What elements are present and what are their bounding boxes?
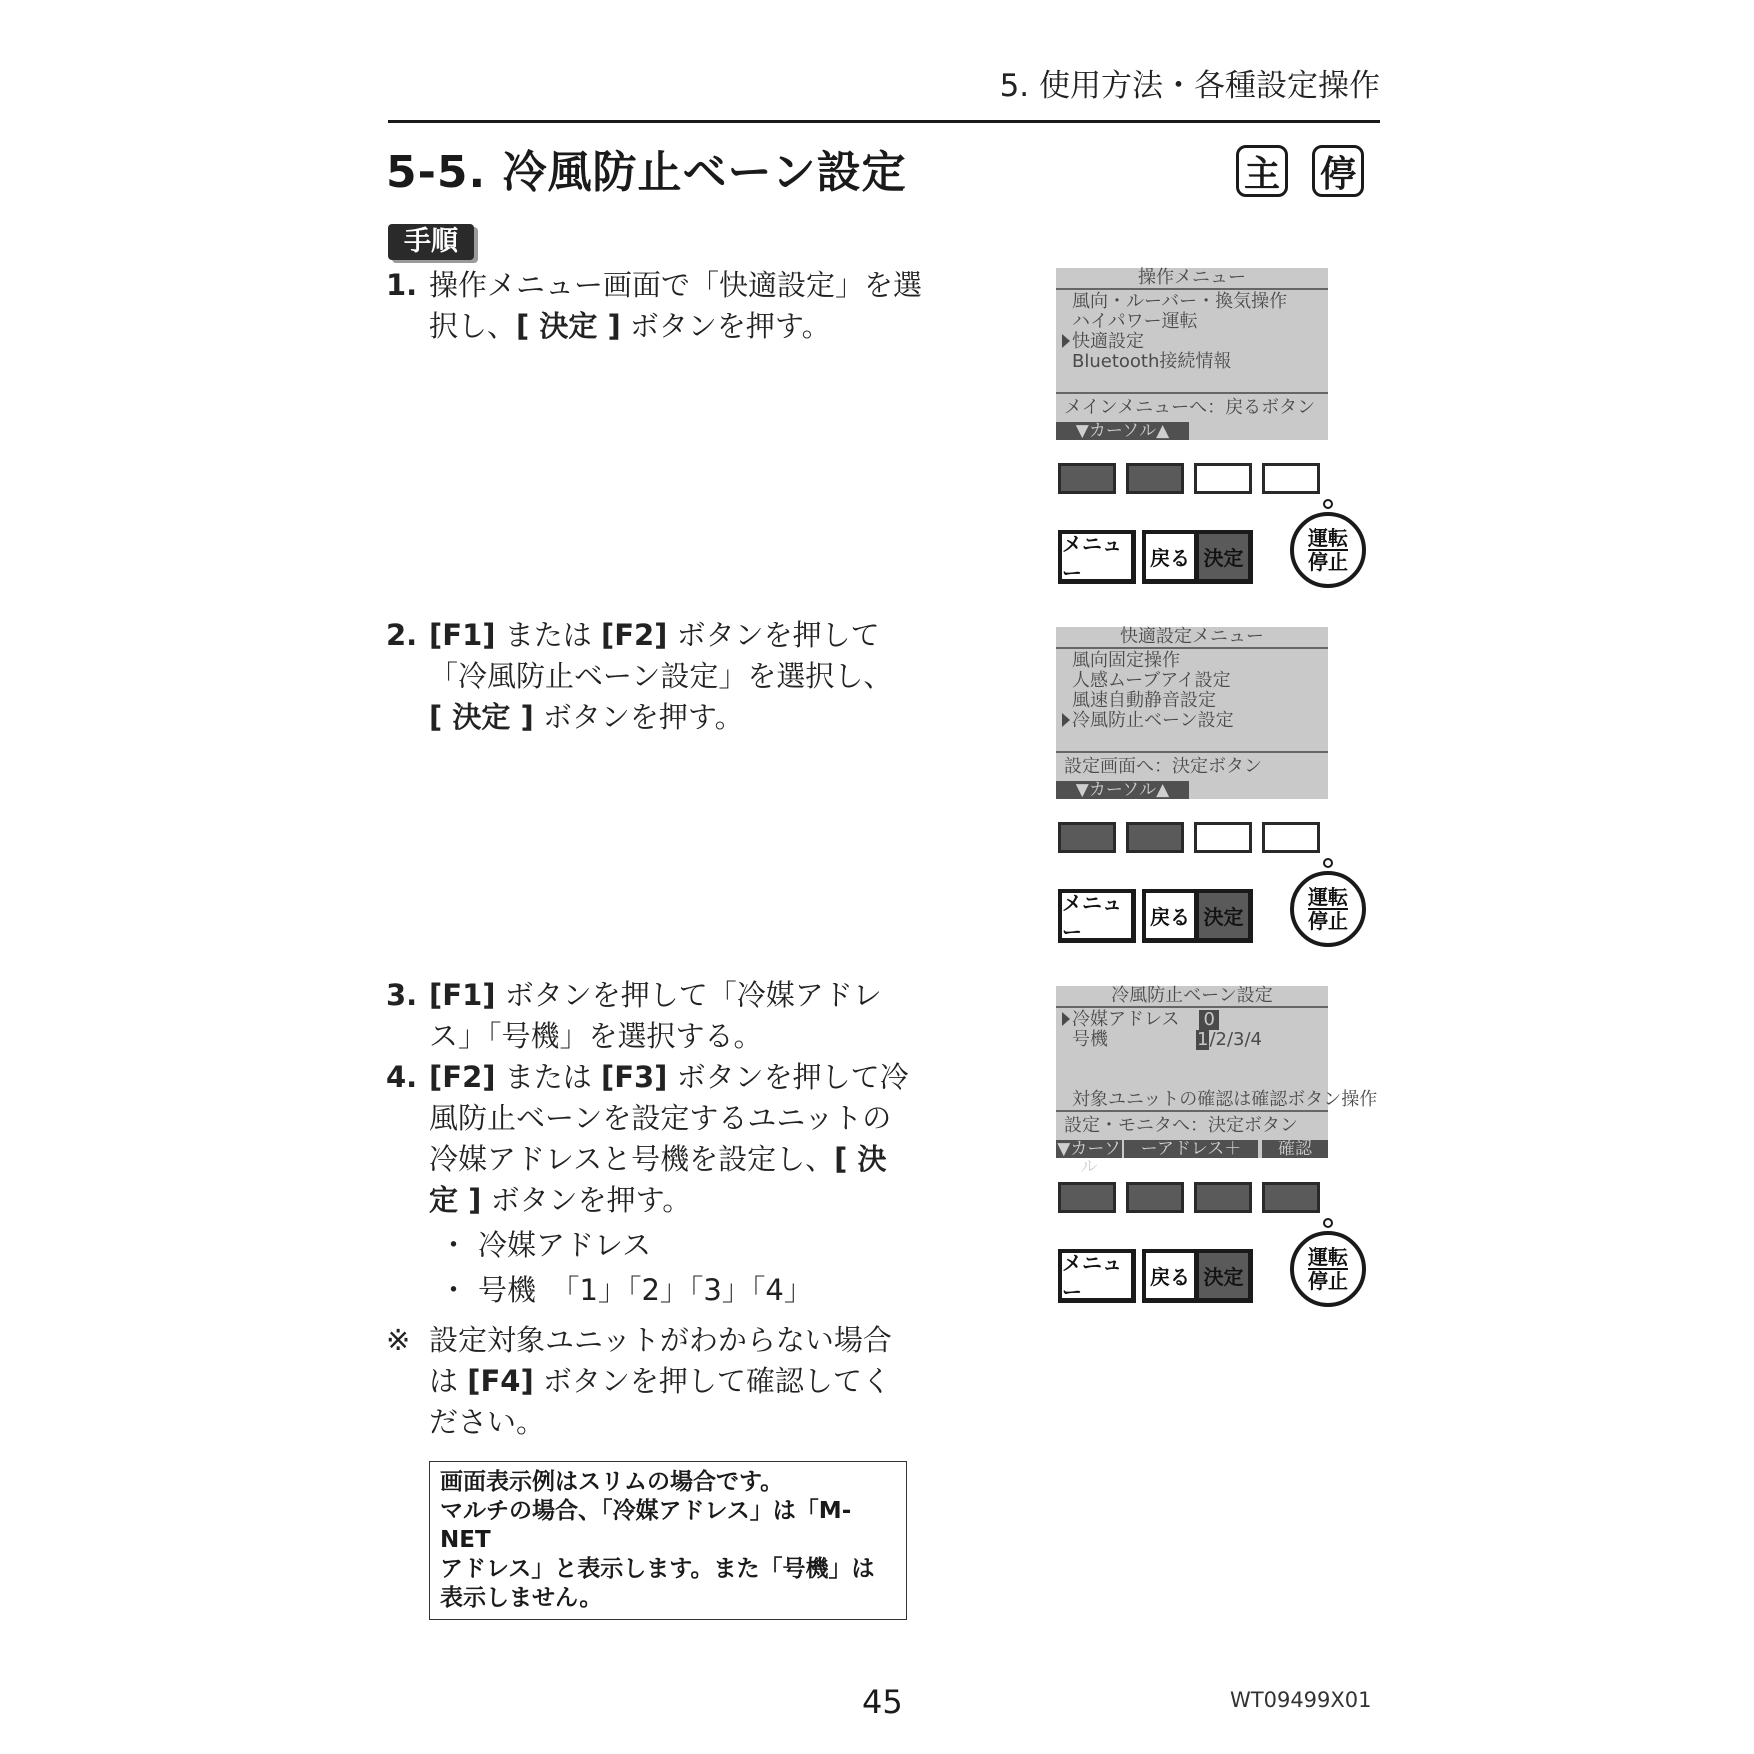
unit-number-selected: 1 — [1197, 1029, 1209, 1050]
step-line — [429, 1180, 926, 1221]
key-label: [F4] — [467, 1364, 534, 1398]
key-label: [F1] — [429, 978, 496, 1012]
menu-button[interactable]: メニュー — [1058, 889, 1136, 943]
f3-button[interactable] — [1194, 1182, 1252, 1213]
note-box-line: 画面表示例はスリムの場合です。 — [440, 1469, 784, 1495]
f4-button[interactable] — [1262, 1182, 1320, 1213]
lcd-menu-item-selected — [1062, 711, 1234, 731]
lcd-menu-item: 人感ムーブアイ設定 — [1072, 670, 1231, 691]
step-number: 4. — [386, 1060, 418, 1094]
lcd-row-label: 冷媒アドレス — [1072, 1009, 1180, 1030]
text: または — [495, 618, 601, 652]
lcd-function-label: ▼カーソル — [1057, 1139, 1121, 1177]
power-label-top: 運転 — [1308, 526, 1348, 550]
text: ボタンを押す。 — [533, 700, 744, 734]
step-number: 2. — [386, 618, 418, 652]
enter-button[interactable]: 決定 — [1195, 1249, 1253, 1303]
enter-button[interactable]: 決定 — [1195, 530, 1253, 584]
lcd-title: 操作メニュー — [1056, 268, 1328, 290]
power-label-top: 運転 — [1308, 885, 1348, 909]
text: ボタンを押して確認してく — [533, 1364, 891, 1398]
lcd-menu-item: 風向・ルーバー・換気操作 — [1072, 291, 1288, 312]
lcd-menu-item: ハイパワー運転 — [1072, 311, 1198, 332]
text: 冷媒アドレスと号機を設定し、 — [429, 1142, 835, 1176]
refrigerant-address-value: 0 — [1199, 1010, 1218, 1030]
note-box-line: 表示しません。 — [440, 1585, 603, 1611]
key-label: [ 決 — [834, 1142, 887, 1176]
header-rule — [388, 120, 1380, 123]
step-line — [429, 1139, 926, 1180]
power-button[interactable] — [1290, 512, 1366, 588]
power-label-bottom: 停止 — [1308, 909, 1348, 933]
lcd-title: 冷風防止ベーン設定 — [1056, 986, 1328, 1008]
lcd-item-text: 冷風防止ベーン設定 — [1072, 710, 1234, 731]
lcd-function-label: ▼カーソル▲ — [1056, 422, 1189, 440]
lcd-separator — [1056, 1110, 1328, 1112]
f1-button[interactable] — [1058, 463, 1116, 494]
lcd-menu-item: Bluetooth接続情報 — [1072, 351, 1232, 372]
step-3 — [386, 975, 926, 1057]
lcd-separator — [1056, 751, 1328, 753]
f2-button[interactable] — [1126, 1182, 1184, 1213]
lcd-screen-cold-draft-vane — [1056, 985, 1378, 1177]
text: または — [495, 1060, 601, 1094]
step-4 — [386, 1057, 926, 1311]
power-led-icon — [1323, 858, 1333, 868]
note — [386, 1320, 926, 1443]
cursor-arrow-icon — [1062, 713, 1070, 727]
back-button[interactable]: 戻る — [1142, 889, 1199, 943]
lcd-hint: メインメニューへ：戻るボタン — [1064, 397, 1316, 418]
lcd-title: 快適設定メニュー — [1056, 627, 1328, 649]
section-header: 5. 使用方法・各種設定操作 — [999, 68, 1380, 104]
text: ボタンを押す。 — [620, 309, 831, 343]
mark-main-badge: 主 — [1236, 145, 1288, 197]
f4-button[interactable] — [1262, 822, 1320, 853]
back-button[interactable]: 戻る — [1142, 530, 1199, 584]
key-label: 定 ] — [429, 1183, 482, 1217]
lcd-function-bar — [1056, 781, 1328, 799]
power-label-bottom: 停止 — [1308, 550, 1348, 574]
lcd-item-text: 快適設定 — [1072, 331, 1144, 352]
step-number: 3. — [386, 978, 418, 1012]
lcd-hint: 設定・モニタへ：決定ボタン — [1064, 1115, 1298, 1136]
lcd-menu-item: 風速自動静音設定 — [1072, 690, 1216, 711]
procedure-label: 手順 — [388, 224, 474, 260]
text: ボタンを押して — [667, 618, 880, 652]
enter-button[interactable]: 決定 — [1195, 889, 1253, 943]
lcd-screen-operation-menu — [1056, 268, 1328, 440]
lcd-function-label: 確認 — [1262, 1140, 1328, 1158]
bullet-item: ・ 号機 「1」「2」「3」「4」 — [439, 1270, 926, 1311]
step-line — [429, 615, 926, 656]
key-label: [F1] — [429, 618, 496, 652]
lcd-menu-item: 風向固定操作 — [1072, 650, 1180, 671]
menu-button[interactable]: メニュー — [1058, 530, 1136, 584]
text: 択し、 — [429, 309, 517, 343]
f2-button[interactable] — [1126, 463, 1184, 494]
lcd-function-label: ーアドレス＋ — [1124, 1140, 1258, 1158]
key-label: [F2] — [600, 618, 668, 652]
lcd-function-bar — [1056, 1139, 1328, 1177]
text: ボタンを押して「冷媒アドレ — [495, 978, 882, 1012]
f4-button[interactable] — [1262, 463, 1320, 494]
note-line: ださい。 — [429, 1405, 546, 1439]
step-line — [429, 1057, 926, 1098]
note-mark: ※ — [386, 1323, 411, 1357]
step-line — [429, 697, 926, 738]
key-label: [F3] — [600, 1060, 668, 1094]
f3-button[interactable] — [1194, 463, 1252, 494]
lcd-screen-comfort-menu — [1056, 627, 1328, 799]
bullet-item: ・ 冷媒アドレス — [439, 1225, 926, 1266]
note-line — [429, 1361, 926, 1402]
key-label: [ 決定 ] — [516, 309, 621, 343]
lcd-menu-item-selected — [1062, 332, 1144, 352]
text: ボタンを押して冷 — [667, 1060, 909, 1094]
power-button[interactable] — [1290, 871, 1366, 947]
step-number: 1. — [386, 268, 418, 302]
step-1 — [386, 265, 926, 347]
lcd-row-label: 号機 — [1072, 1029, 1108, 1050]
lcd-separator — [1056, 392, 1328, 394]
power-label-top: 運転 — [1308, 1245, 1348, 1269]
lcd-row-unit-number — [1072, 1030, 1262, 1050]
note-box-line: マルチの場合、「冷媒アドレス」は「M-NET — [440, 1498, 852, 1553]
cursor-arrow-icon — [1062, 334, 1070, 348]
lcd-row-refrigerant-address — [1062, 1010, 1219, 1030]
f1-button[interactable] — [1058, 1182, 1116, 1213]
power-led-icon — [1323, 499, 1333, 509]
lcd-message: 対象ユニットの確認は確認ボタン操作 — [1072, 1089, 1378, 1110]
display-note-box — [429, 1461, 907, 1620]
lcd-function-label: ▼カーソル▲ — [1056, 781, 1189, 799]
text: ボタンを押す。 — [481, 1183, 692, 1217]
unit-number-options: /2/3/4 — [1209, 1029, 1263, 1050]
note-line: 設定対象ユニットがわからない場合 — [429, 1323, 892, 1357]
lcd-function-bar — [1056, 422, 1328, 440]
page-title: 5-5. 冷風防止ベーン設定 — [386, 147, 907, 198]
page-number: 45 — [862, 1683, 903, 1721]
step-line: ス」「号機」を選択する。 — [429, 1019, 763, 1053]
back-button[interactable]: 戻る — [1142, 1249, 1199, 1303]
step-line: 「冷風防止ベーン設定」を選択し、 — [429, 659, 893, 693]
step-line — [429, 306, 926, 347]
key-label: [ 決定 ] — [429, 700, 534, 734]
step-line — [429, 975, 926, 1016]
key-label: [F2] — [429, 1060, 496, 1094]
cursor-arrow-icon — [1062, 1012, 1070, 1026]
step-2 — [386, 615, 926, 738]
step-line: 操作メニュー画面で「快適設定」を選 — [429, 268, 923, 302]
f2-button[interactable] — [1126, 822, 1184, 853]
lcd-hint: 設定画面へ：決定ボタン — [1064, 756, 1262, 777]
step-line: 風防止ベーンを設定するユニットの — [429, 1101, 892, 1135]
power-button[interactable] — [1290, 1231, 1366, 1307]
note-box-line: アドレス」と表示します。また「号機」は — [440, 1556, 875, 1582]
document-code: WT09499X01 — [1230, 1688, 1372, 1712]
mark-stop-badge: 停 — [1312, 145, 1364, 197]
f3-button[interactable] — [1194, 822, 1252, 853]
text: は — [429, 1364, 468, 1398]
f1-button[interactable] — [1058, 822, 1116, 853]
power-label-bottom: 停止 — [1308, 1269, 1348, 1293]
menu-button[interactable]: メニュー — [1058, 1249, 1136, 1303]
power-led-icon — [1323, 1218, 1333, 1228]
